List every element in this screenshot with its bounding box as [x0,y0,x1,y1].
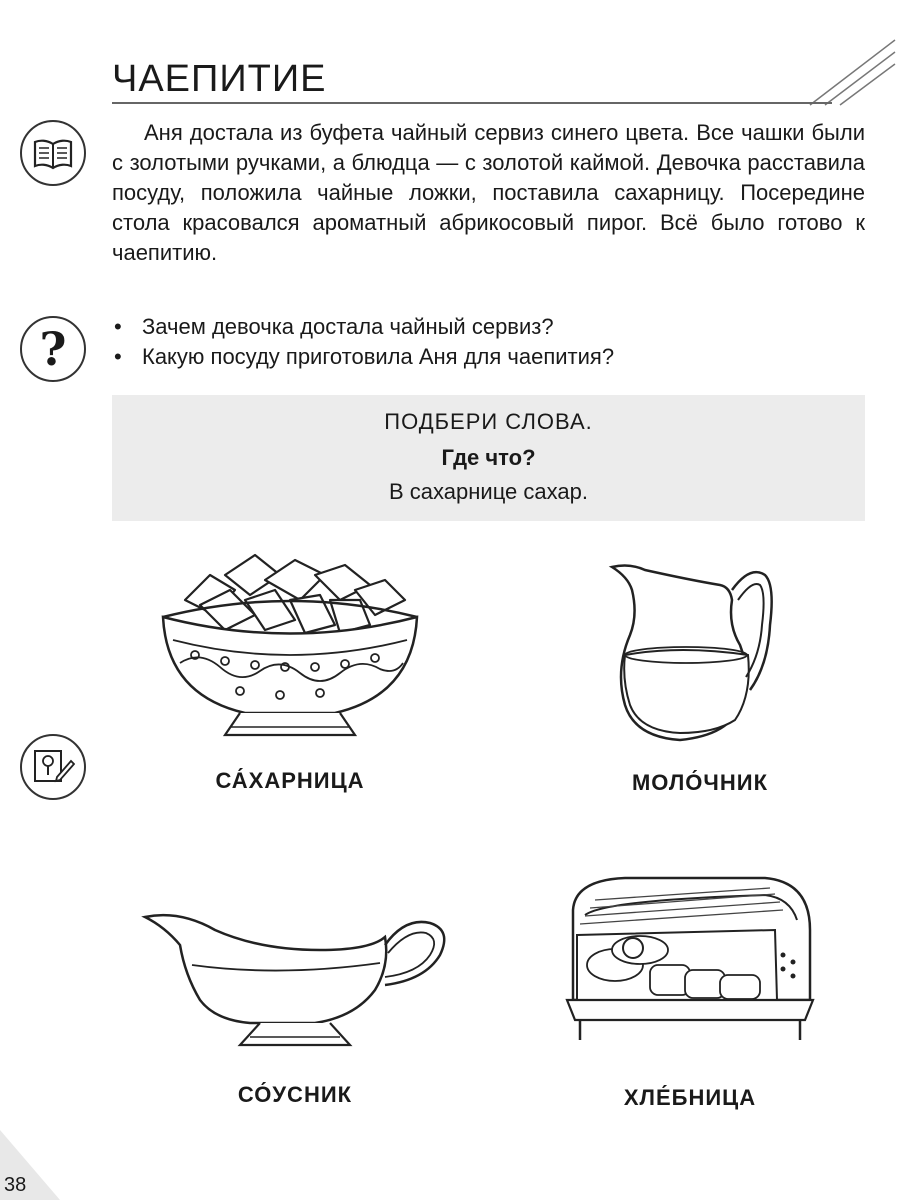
task-example: В сахарнице сахар. [389,479,588,504]
bread-box-picture [565,870,815,1055]
open-book-icon [20,120,86,186]
story-text: Аня достала из буфета чайный сервиз синего цвета. Все чашки были с золотыми ручками, а блюдца — с золотой каймой. Девочка расставила посуду, положила чайные ложки, поставила сахарницу. Посередине стола красовался ароматный абрикосовый пирог. Всё было готово к чаепитию. [112,120,865,265]
bread-box-caption: ХЛЕ́БНИЦА [623,1085,757,1110]
sugar-bowl-picture [155,545,425,745]
question-item: • Зачем девочка достала чайный сервиз? [112,312,614,342]
sugar-bowl-caption: СА́ХАРНИЦА [215,768,365,793]
question-list [112,312,614,372]
task-title: ПОДБЕРИ СЛОВА. [384,409,593,434]
page-title: ЧАЕПИТИЕ [112,58,327,100]
question-item: • Какую посуду приготовила Аня для чаепития? [112,342,614,372]
task-question: Где что? [441,445,536,470]
title-underline [112,102,832,104]
gravy-boat-picture [140,905,455,1060]
page-number: 38 [4,1174,27,1196]
drawing-pencil-icon [20,734,86,800]
corner-decoration [790,30,900,110]
milk-jug-picture [600,555,790,745]
gravy-boat-caption: СО́УСНИК [237,1082,353,1107]
milk-jug-caption: МОЛО́ЧНИК [631,770,769,795]
question-mark-icon: ? [20,316,86,382]
task-box [112,395,865,521]
